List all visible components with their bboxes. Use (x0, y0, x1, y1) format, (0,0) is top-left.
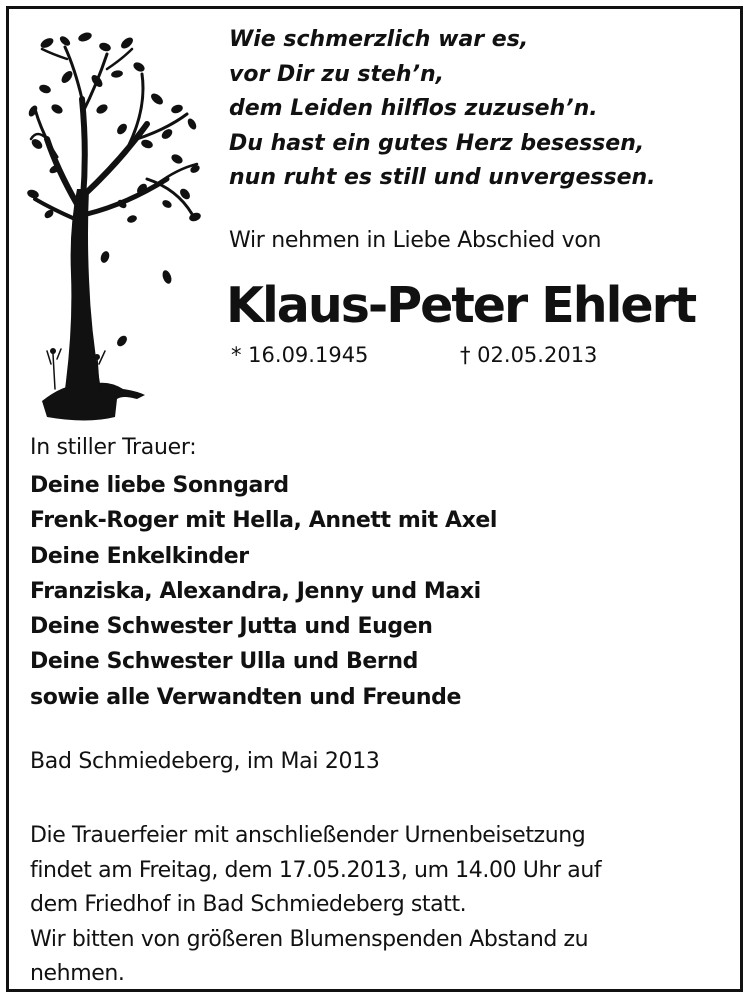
poem (229, 23, 729, 196)
notice-line: Wir bitten von größeren Blumenspenden Abstand zu (30, 926, 589, 952)
notice-line: dem Friedhof in Bad Schmiedeberg statt. (30, 892, 467, 917)
poem-line: nun ruht es still und unvergessen. (229, 165, 656, 190)
poem-line: vor Dir zu steh’n, (229, 61, 444, 87)
notice-line: Die Trauerfeier mit anschließender Urnenbeisetzung (30, 823, 586, 848)
mourner-line: Deine Schwester Jutta und Eugen (30, 614, 433, 640)
tree-illustration-icon (27, 29, 202, 424)
notice-line: findet am Freitag, dem 17.05.2013, um 14.00 Uhr auf (30, 857, 602, 883)
poem-line: dem Leiden hilflos zuzuseh’n. (229, 96, 598, 121)
mourner-line: Franziska, Alexandra, Jenny und Maxi (30, 578, 481, 604)
mourners-list (30, 468, 730, 715)
funeral-notice (30, 819, 730, 992)
mourner-line: Frenk-Roger mit Hella, Annett mit Axel (30, 508, 498, 534)
deceased-name: Klaus-Peter Ehlert (226, 277, 696, 334)
mourner-line: Deine liebe Sonngard (30, 473, 289, 498)
mourners-heading: In stiller Trauer: (30, 435, 197, 460)
mourner-line: Deine Enkelkinder (30, 543, 249, 569)
poem-line: Wie schmerzlich war es, (229, 27, 529, 52)
place-and-date: Bad Schmiedeberg, im Mai 2013 (30, 749, 380, 774)
obituary-notice (6, 6, 743, 992)
poem-line: Du hast ein gutes Herz besessen, (229, 130, 645, 156)
farewell-intro: Wir nehmen in Liebe Abschied von (229, 228, 602, 253)
birth-date: * 16.09.1945 (231, 343, 369, 367)
mourner-line: Deine Schwester Ulla und Bernd (30, 649, 418, 675)
death-date: † 02.05.2013 (460, 343, 598, 367)
notice-line: nehmen. (30, 961, 125, 986)
mourner-line: sowie alle Verwandten und Freunde (30, 684, 462, 710)
